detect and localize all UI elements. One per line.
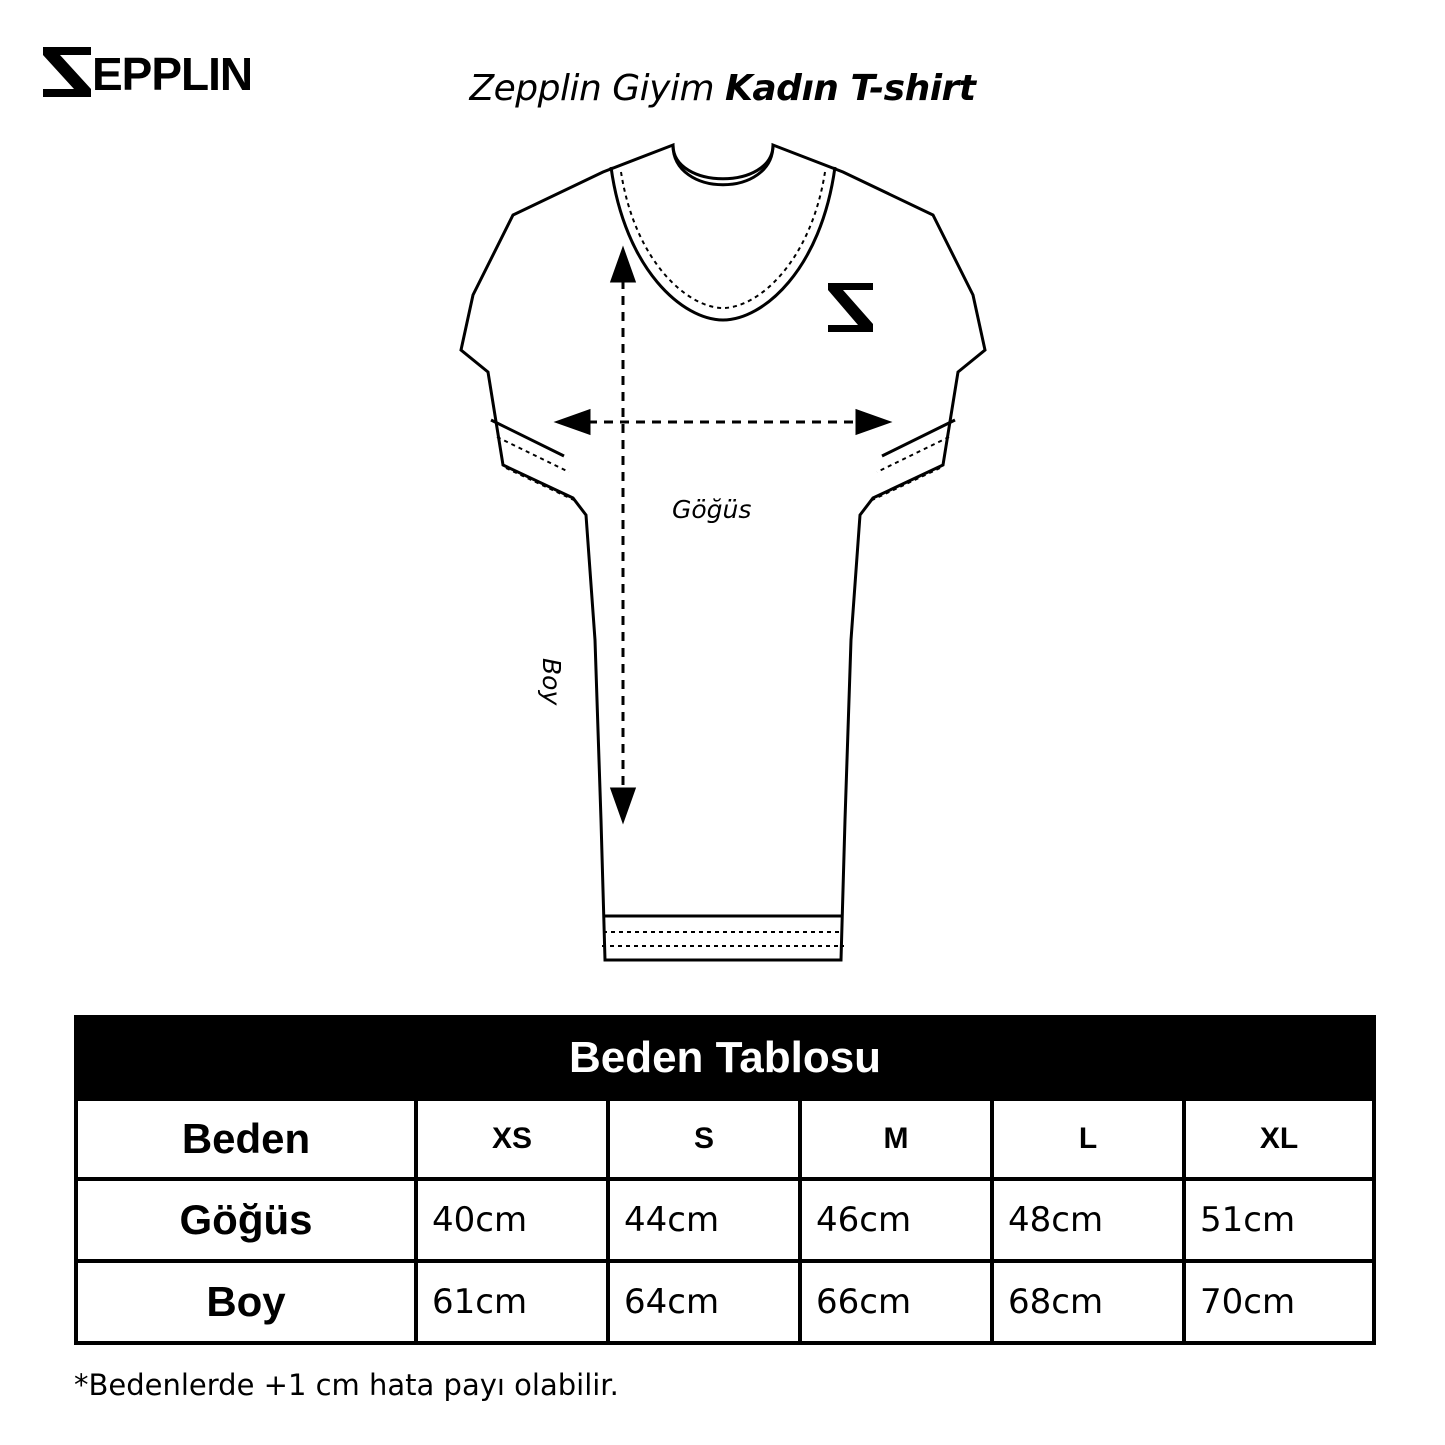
size-table bbox=[74, 1015, 1376, 1345]
table-row bbox=[76, 1179, 1374, 1261]
table-title-row bbox=[76, 1017, 1374, 1099]
length-measure-label: Boy bbox=[537, 658, 566, 706]
column-header-s: S bbox=[608, 1099, 800, 1179]
brand-name: EPPLIN bbox=[92, 48, 253, 100]
row-header-gogus: Göğüs bbox=[76, 1179, 416, 1261]
cell-gogus-xl: 51cm bbox=[1184, 1179, 1374, 1261]
table-title: Beden Tablosu bbox=[76, 1017, 1374, 1099]
column-header-beden: Beden bbox=[76, 1099, 416, 1179]
cell-boy-s: 64cm bbox=[608, 1261, 800, 1343]
title-bold-part: Kadın T-shirt bbox=[724, 68, 976, 109]
column-header-l: L bbox=[992, 1099, 1184, 1179]
tshirt-illustration bbox=[373, 120, 1073, 1000]
table-row bbox=[76, 1261, 1374, 1343]
cell-boy-xs: 61cm bbox=[416, 1261, 608, 1343]
cell-boy-m: 66cm bbox=[800, 1261, 992, 1343]
column-header-m: M bbox=[800, 1099, 992, 1179]
tshirt-diagram bbox=[0, 120, 1445, 1000]
chest-measure-label: Göğüs bbox=[672, 495, 752, 524]
column-header-xs: XS bbox=[416, 1099, 608, 1179]
page-title bbox=[0, 68, 1445, 109]
row-header-boy: Boy bbox=[76, 1261, 416, 1343]
footnote: *Bedenlerde +1 cm hata payı olabilir. bbox=[74, 1368, 619, 1402]
cell-gogus-xs: 40cm bbox=[416, 1179, 608, 1261]
title-light-part: Zepplin Giyim bbox=[469, 68, 725, 109]
cell-boy-l: 68cm bbox=[992, 1261, 1184, 1343]
cell-gogus-m: 46cm bbox=[800, 1179, 992, 1261]
size-table-container bbox=[74, 1015, 1372, 1345]
column-header-xl: XL bbox=[1184, 1099, 1374, 1179]
table-header-row bbox=[76, 1099, 1374, 1179]
cell-gogus-l: 48cm bbox=[992, 1179, 1184, 1261]
cell-gogus-s: 44cm bbox=[608, 1179, 800, 1261]
page-header bbox=[0, 0, 1445, 140]
cell-boy-xl: 70cm bbox=[1184, 1261, 1374, 1343]
